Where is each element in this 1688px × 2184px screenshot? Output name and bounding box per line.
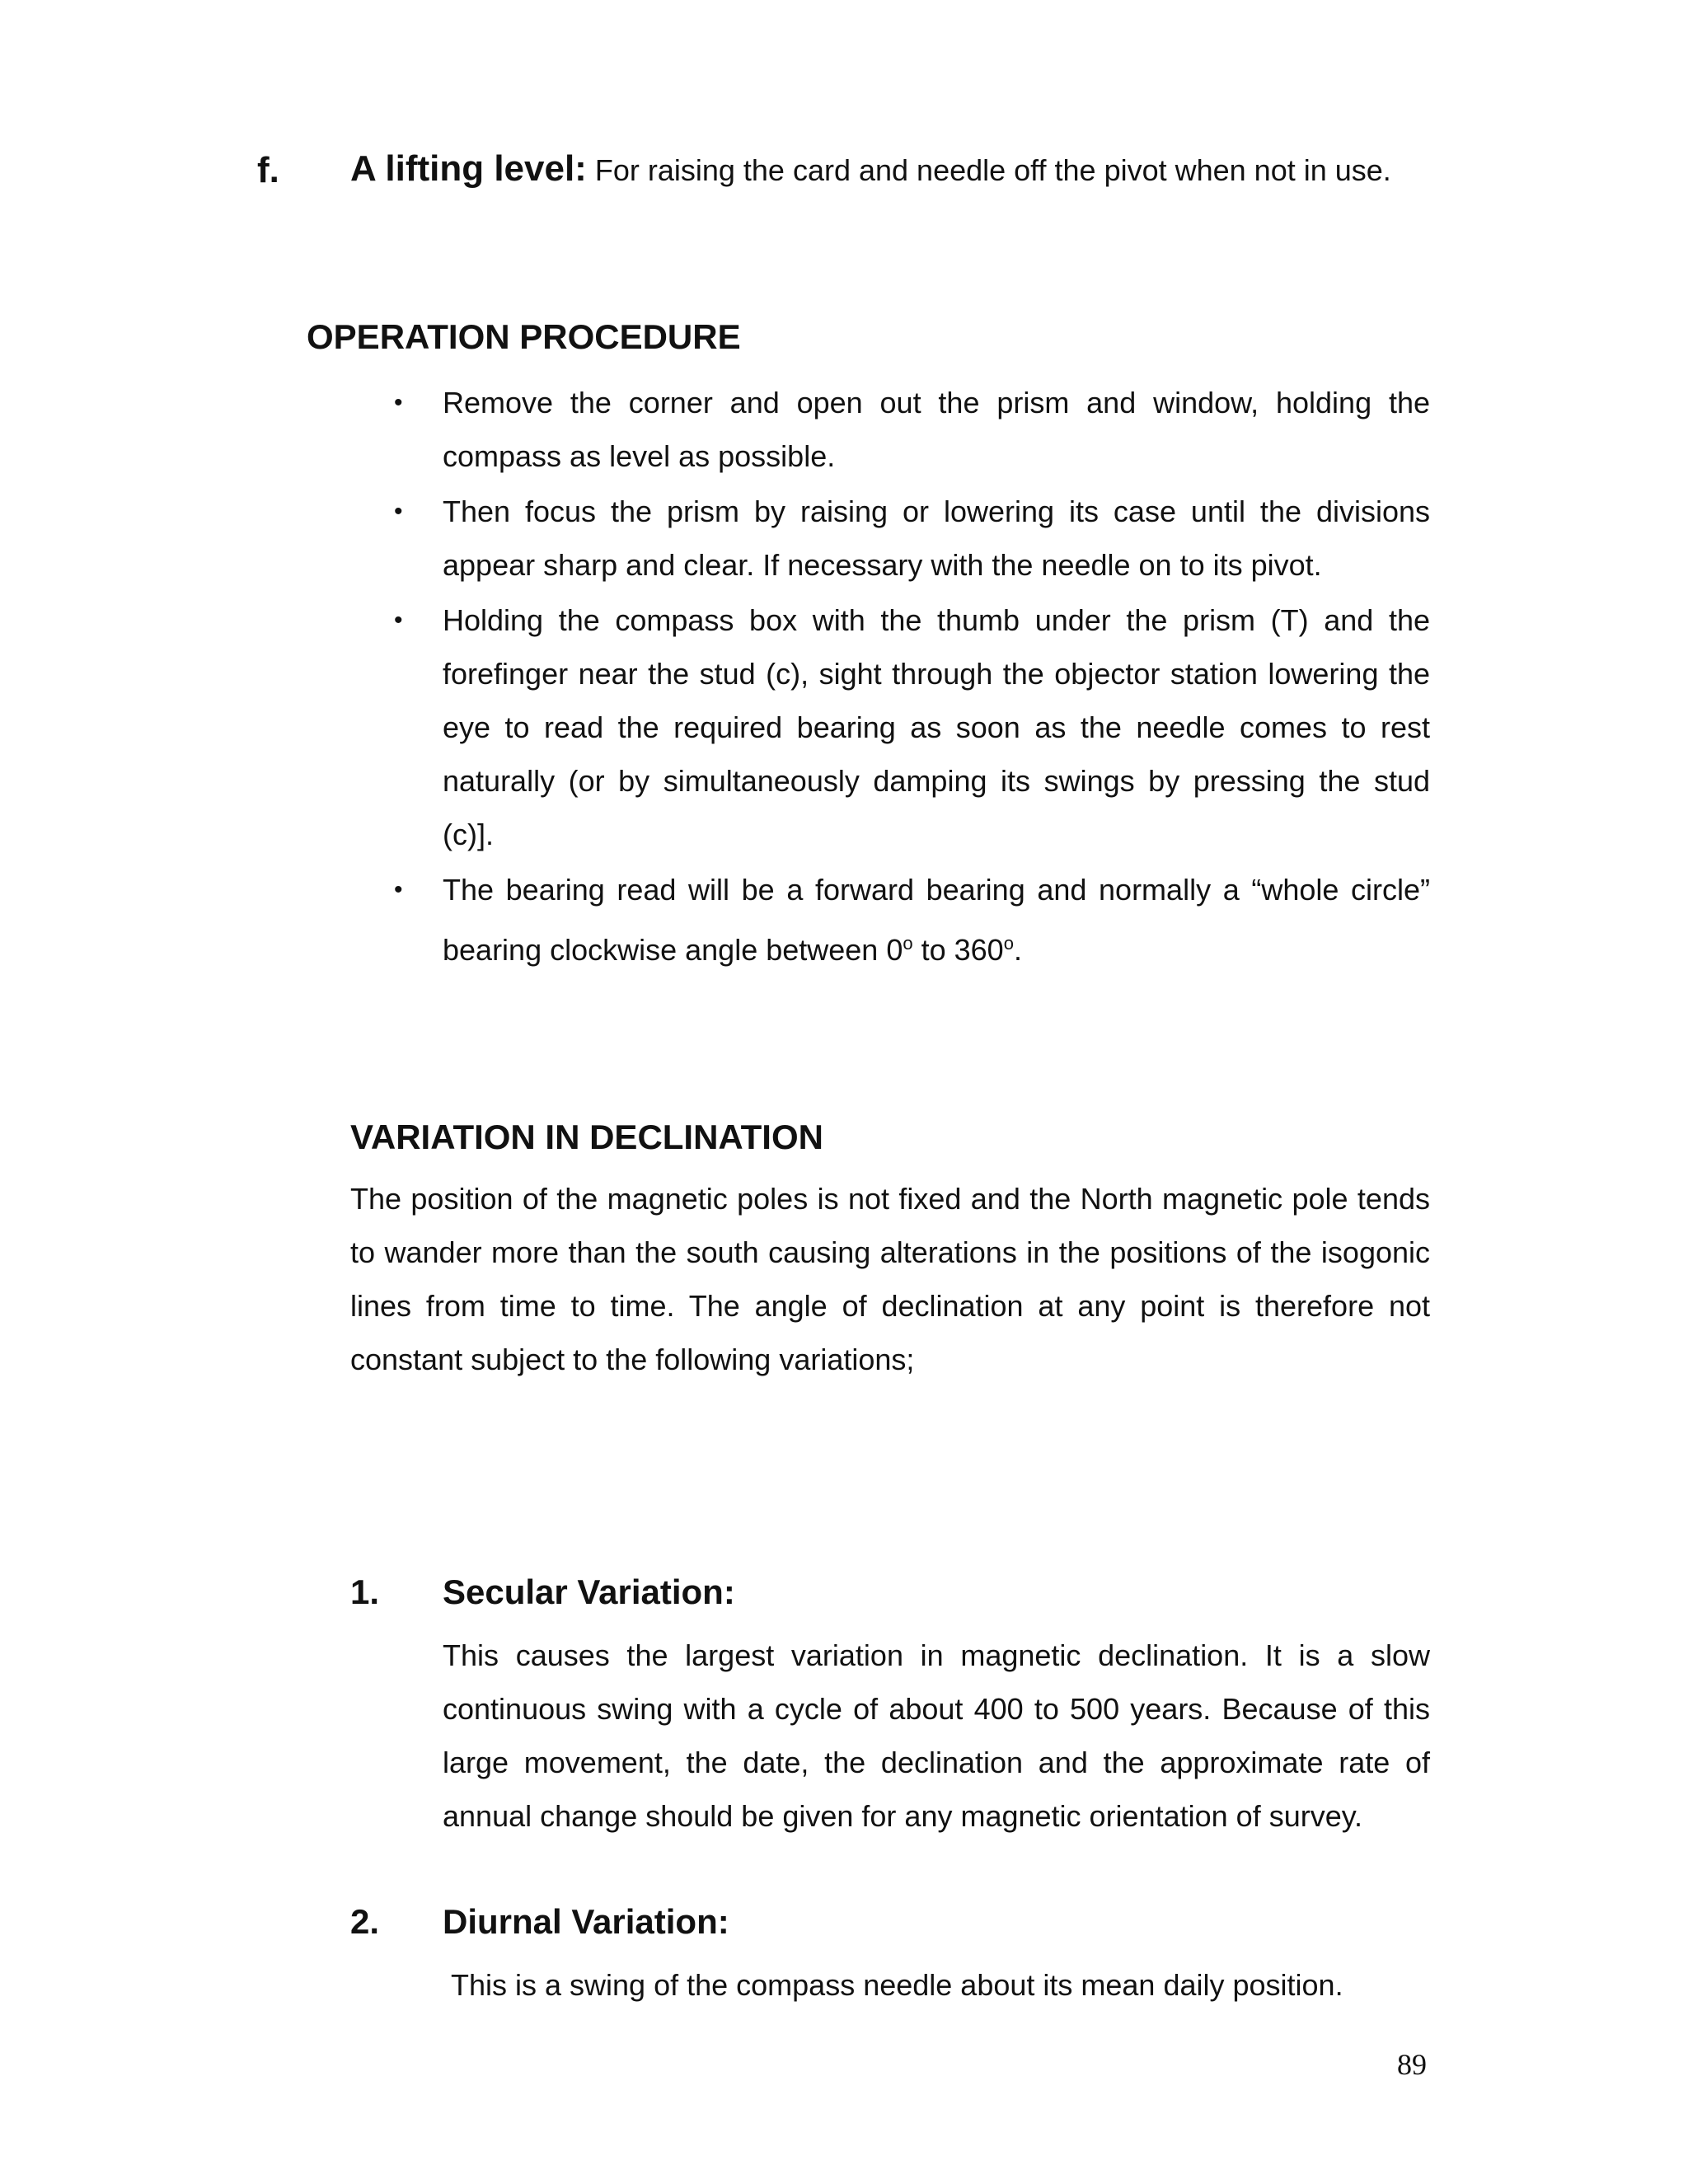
bearing-text-start: The bearing read will be a forward bearing and normally a “whole circle” bearing clockwise angle between 0 [443,873,1430,967]
degree-superscript: o [903,933,913,954]
procedure-step-4 [394,863,1430,977]
procedure-step-1 [394,376,1430,483]
bearing-text-middle: to 360 [912,933,1004,967]
degree-superscript: o [1003,933,1014,954]
procedure-step-text: Then focus the prism by raising or lowering its case until the divisions appear sharp and clear. If necessary with the needle on to its pivot. [443,494,1430,582]
procedure-step-2 [394,485,1430,592]
lifting-level-item [350,148,1391,190]
variation-in-declination-heading: VARIATION IN DECLINATION [350,1118,823,1156]
bullet-icon: • [394,876,403,903]
variation-number-2: 2. [350,1902,380,1941]
bullet-icon: • [394,498,403,525]
lifting-level-description: For raising the card and needle off the pivot when not in use. [586,153,1391,187]
secular-variation-body: This causes the largest variation in magnetic declination. It is a slow continuous swing with a cycle of about 400 to 500 years. Because of this large movement, the date, the declination and the approximate rate of annual change should be given for any magnetic orientation of survey. [443,1638,1430,1833]
procedure-step-text: Holding the compass box with the thumb under the prism (T) and the forefinger near the stud (c), sight through the objector station lowering the eye to read the required bearing as soon as the needle comes to rest naturally (or by simultaneously damping its swings by pressing the stud (c)]. [443,603,1430,851]
operation-procedure-list [394,376,1430,978]
secular-variation-title: Secular Variation: [443,1572,735,1611]
page-number: 89 [1397,2048,1427,2081]
procedure-step-text [443,873,1430,967]
bearing-text-end: . [1013,933,1022,967]
variation-number-1: 1. [350,1572,380,1611]
bullet-icon: • [394,607,403,634]
lifting-level-term: A lifting level: [350,148,587,189]
bullet-icon: • [394,389,403,416]
operation-procedure-heading: OPERATION PROCEDURE [307,317,741,356]
declination-paragraph: The position of the magnetic poles is not fixed and the North magnetic pole tends to wander more than the south causing alterations in the positions of the isogonic lines from time to time. The angle of declination at any point is therefore not constant subject to the following variations; [350,1182,1430,1376]
list-marker-f: f. [257,150,279,190]
procedure-step-text: Remove the corner and open out the prism and window, holding the compass as level as possible. [443,386,1430,473]
diurnal-variation-title: Diurnal Variation: [443,1902,729,1941]
diurnal-variation-body: This is a swing of the compass needle about its mean daily position. [451,1968,1343,2002]
procedure-step-3 [394,593,1430,861]
